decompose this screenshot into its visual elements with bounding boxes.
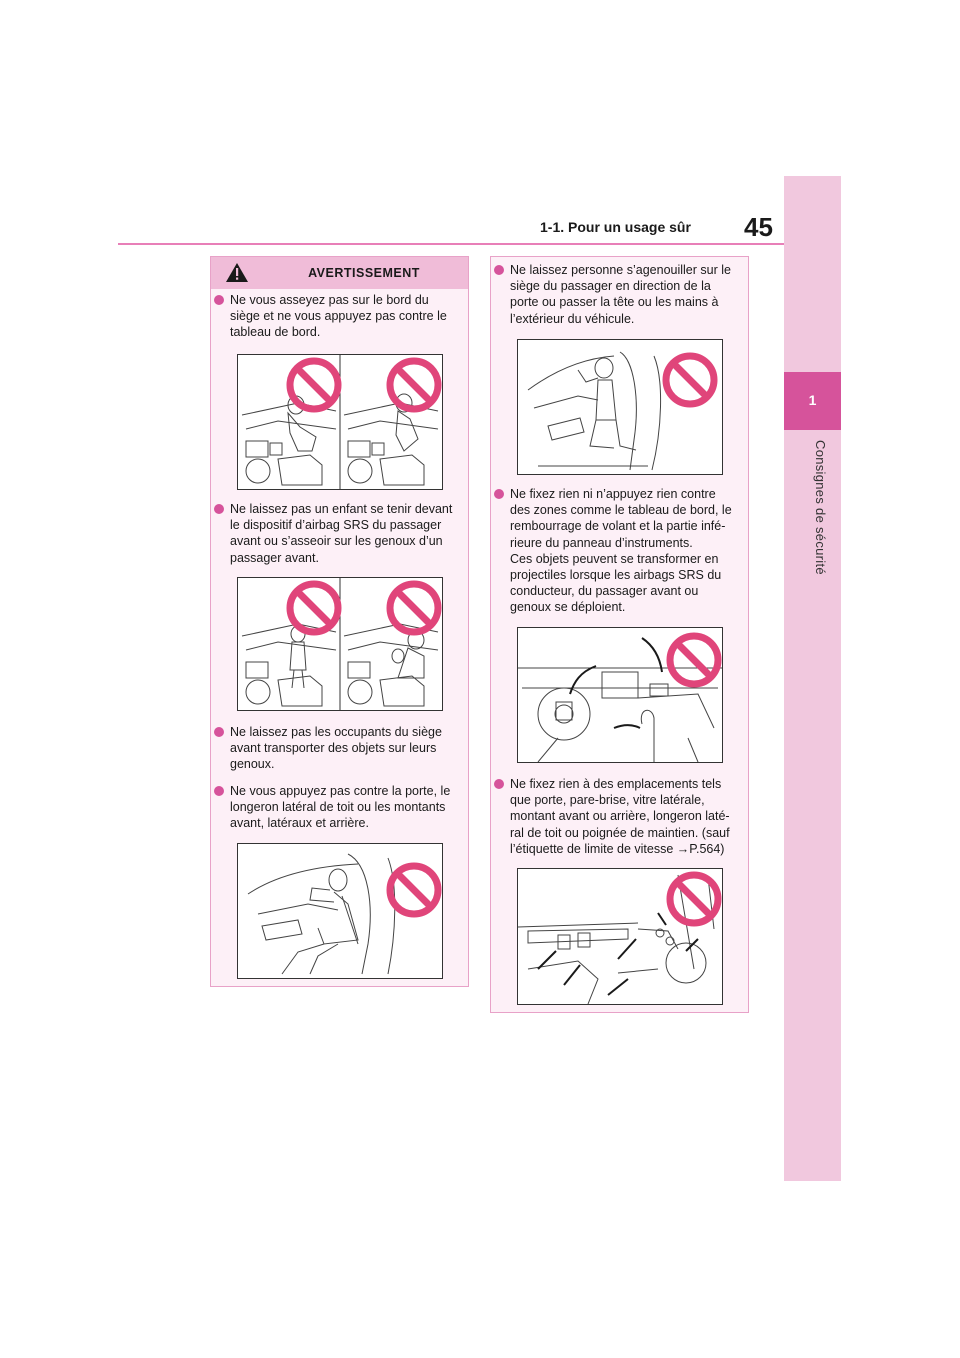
warning-item: Ne laissez personne s’agenouiller sur le siège du passager en direction de la porte ou passer la tête ou les mains à l’extérieur du véhicule. — [494, 262, 746, 327]
prohibition-sign-icon — [666, 356, 714, 404]
chapter-number: 1 — [808, 392, 817, 408]
bullet-icon — [214, 727, 224, 737]
illustration-attached-items — [517, 868, 723, 1005]
prohibition-sign-icon — [290, 584, 338, 632]
warning-item: Ne fixez rien ni n’appuyez rien contre des zones comme le tableau de bord, le rembourrage de volant et la partie infé- rieure du panneau d’instruments. Ces objets peuvent se transformer en projectiles lorsque les airbags SRS du conducteur, du passager avant ou genoux se déploient. — [494, 486, 746, 616]
prohibition-sign-icon — [390, 361, 438, 409]
bullet-icon — [214, 504, 224, 514]
illustration-dashboard-objects — [517, 627, 723, 763]
illustration-kneeling-on-seat — [517, 339, 723, 475]
prohibition-sign-icon — [390, 584, 438, 632]
header-rule — [118, 243, 784, 245]
bullet-icon — [494, 489, 504, 499]
section-title: 1-1. Pour un usage sûr — [540, 219, 691, 235]
prohibition-sign-icon — [290, 361, 338, 409]
chapter-title: Consignes de sécurité — [813, 440, 828, 575]
bullet-icon — [214, 786, 224, 796]
prohibition-sign-icon — [670, 636, 718, 684]
bullet-icon — [494, 779, 504, 789]
illustration-edge-of-seat — [237, 354, 443, 490]
illustration-child-in-front — [237, 577, 443, 711]
bullet-icon — [494, 265, 504, 275]
chapter-tab — [784, 176, 841, 1181]
warning-title: AVERTISSEMENT — [308, 266, 420, 280]
prohibition-sign-icon — [390, 866, 438, 914]
warning-panel-left — [210, 256, 469, 987]
warning-panel-right — [490, 256, 749, 1013]
warning-item: Ne laissez pas un enfant se tenir devant le dispositif d’airbag SRS du passager avant ou s’asseoir sur les genoux d’un passager avant. — [214, 501, 466, 566]
warning-item: Ne laissez pas les occupants du siège avant transporter des objets sur leurs genoux. — [214, 724, 466, 773]
page-number: 45 — [744, 212, 773, 242]
warning-triangle-icon — [225, 262, 249, 283]
warning-item: Ne vous appuyez pas contre la porte, le longeron latéral de toit ou les montants avant, latéraux et arrière. — [214, 783, 466, 832]
warning-header — [211, 257, 468, 289]
warning-item: Ne vous asseyez pas sur le bord du siège et ne vous appuyez pas contre le tableau de bord. — [214, 292, 466, 341]
bullet-icon — [214, 295, 224, 305]
illustration-leaning-door — [237, 843, 443, 979]
warning-item: Ne fixez rien à des emplacements tels que porte, pare-brise, vitre latérale, montant avant ou arrière, longeron laté- ral de toit ou poignée de maintien. (sauf l’étiquette de limite de vitesse →P.564) — [494, 776, 746, 857]
